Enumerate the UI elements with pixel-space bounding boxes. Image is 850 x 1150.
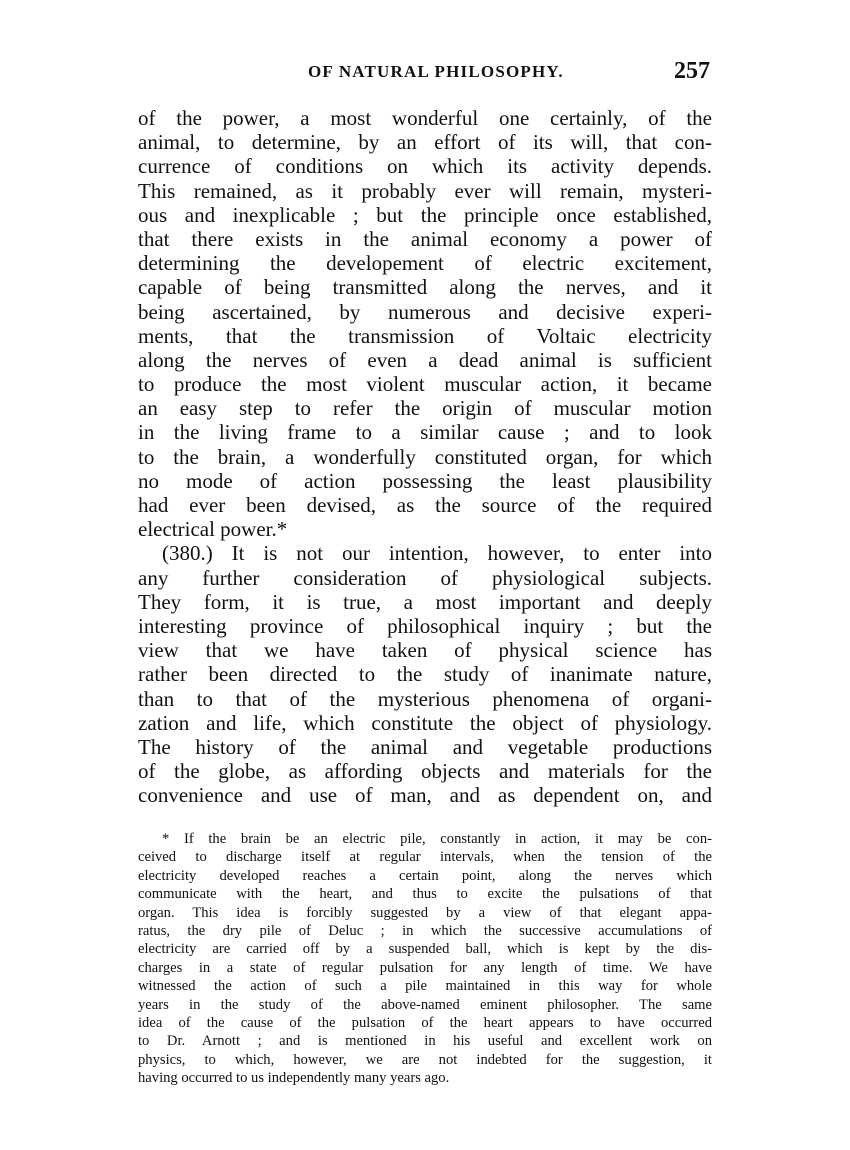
footnote-line: witnessed the action of such a pile maintained in this way for whole <box>138 978 712 995</box>
text-line: animal, to determine, by an effort of its will, that con- <box>138 130 712 155</box>
text-line: than to that of the mysterious phenomena of organi- <box>138 686 712 711</box>
text-line: The history of the animal and vegetable productions <box>138 734 712 759</box>
text-line: being ascertained, by numerous and decisive experi- <box>138 299 712 324</box>
text-line: any further consideration of physiological subjects. <box>138 565 712 590</box>
text-line: along the nerves of even a dead animal is sufficient <box>138 347 712 372</box>
text-line: electrical power.* <box>138 517 288 542</box>
text-line: convenience and use of man, and as dependent on, and <box>138 783 712 808</box>
text-line: no mode of action possessing the least plausibility <box>138 468 712 493</box>
footnote-line: * If the brain be an electric pile, constantly in action, it may be con- <box>162 831 712 847</box>
footnote-line: years in the study of the above-named eminent philosopher. The same <box>138 996 712 1013</box>
footnote-line: charges in a state of regular pulsation for any length of time. We have <box>138 959 712 976</box>
footnote-line: ratus, the dry pile of Deluc ; in which the successive accumulations of <box>138 922 712 939</box>
running-title: OF NATURAL PHILOSOPHY. <box>308 62 564 81</box>
text-line: of the globe, as affording objects and materials for the <box>138 759 712 784</box>
text-line: rather been directed to the study of inanimate nature, <box>138 662 712 687</box>
footnote-line: ceived to discharge itself at regular intervals, when the tension of the <box>138 849 712 866</box>
text-line: capable of being transmitted along the nerves, and it <box>138 275 712 300</box>
text-line: They form, it is true, a most important and deeply <box>138 589 712 614</box>
text-line: had ever been devised, as the source of the required <box>138 493 712 517</box>
footnote-line: communicate with the heart, and thus to excite the pulsations of that <box>138 886 712 903</box>
text-line: in the living frame to a similar cause ; and to look <box>138 420 712 445</box>
text-line: view that we have taken of physical science has <box>138 638 712 663</box>
footnote <box>138 830 712 1087</box>
footnote-line: electricity are carried off by a suspended ball, which is kept by the dis- <box>138 941 712 958</box>
text-line: currence of conditions on which its activity depends. <box>138 154 712 179</box>
footnote-line: having occurred to us independently many years ago. <box>138 1070 450 1087</box>
text-line: interesting province of philosophical inquiry ; but the <box>138 613 712 638</box>
text-line: of the power, a most wonderful one certainly, of the <box>138 106 712 130</box>
text-line: This remained, as it probably ever will remain, mysteri- <box>138 178 712 203</box>
text-line: zation and life, which constitute the object of physiology. <box>138 710 712 735</box>
main-text <box>138 106 712 807</box>
text-line: ous and inexplicable ; but the principle once established, <box>138 202 712 227</box>
text-line: (380.) It is not our intention, however, to enter into <box>162 541 712 566</box>
text-line: to the brain, a wonderfully constituted organ, for which <box>138 444 712 469</box>
text-line: determining the developement of electric excitement, <box>138 251 712 276</box>
text-line: ments, that the transmission of Voltaic electricity <box>138 323 712 348</box>
footnote-line: organ. This idea is forcibly suggested by a view of that elegant appa- <box>138 904 712 921</box>
footnote-line: to Dr. Arnott ; and is mentioned in his useful and excellent work on <box>138 1033 712 1050</box>
footnote-line: physics, to which, however, we are not indebted for the suggestion, it <box>138 1051 712 1068</box>
text-line: that there exists in the animal economy a power of <box>138 226 712 251</box>
page-number: 257 <box>674 58 710 84</box>
footnote-line: electricity developed reaches a certain point, along the nerves which <box>138 867 712 884</box>
running-head <box>138 58 712 88</box>
footnote-line: idea of the cause of the pulsation of the heart appears to have occurred <box>138 1014 712 1031</box>
text-line: to produce the most violent muscular action, it became <box>138 372 712 397</box>
text-line: an easy step to refer the origin of muscular motion <box>138 396 712 421</box>
